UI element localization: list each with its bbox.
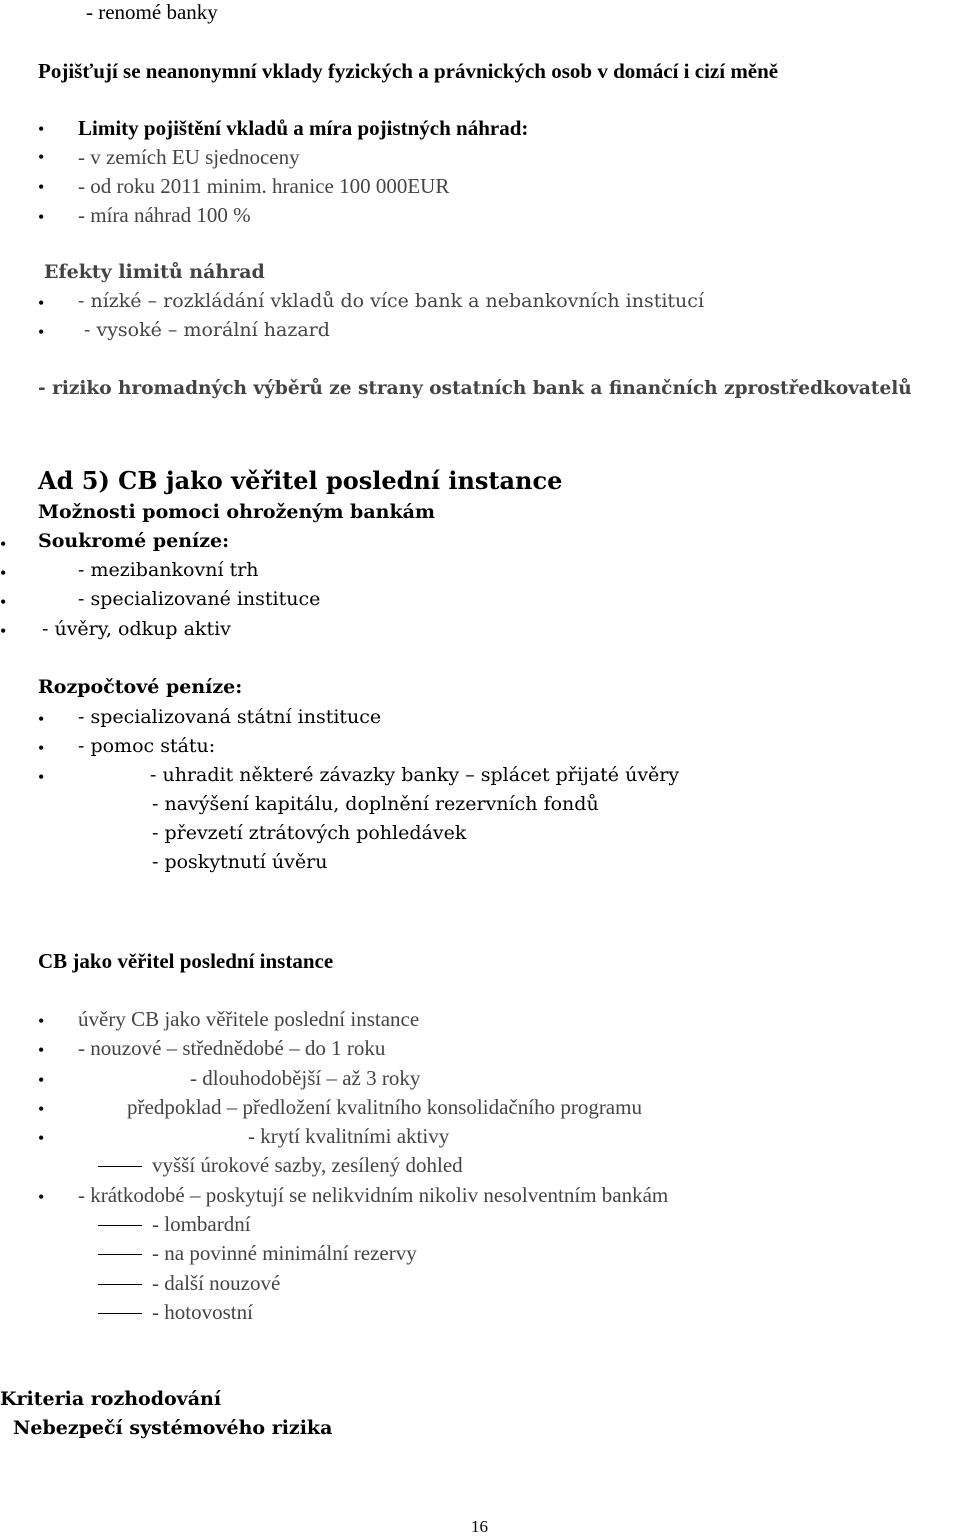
renome-banky-line: - renomé banky [86,0,218,24]
bullet-icon: • [38,738,45,758]
private-money-item: - specializované instituce [78,588,321,610]
limits-title: Limity pojištění vkladů a míra pojistných náhrad: [78,116,529,140]
dash-marker [98,1166,142,1167]
page-number: 16 [471,1517,488,1536]
state-help-item: - poskytnutí úvěru [152,851,328,873]
budget-money-item: - pomoc státu: [78,735,216,757]
state-help-item: - uhradit některé závazky banky – splácet přijaté úvěry [150,764,680,786]
bullet-icon: • [38,147,45,167]
bullet-icon: • [38,1099,45,1119]
long-term-loans-line: - dlouhodobější – až 3 roky [190,1066,421,1090]
bullet-icon: • [38,1011,45,1031]
effects-item: - vysoké – morální hazard [84,319,330,341]
dash-marker [98,1225,142,1226]
bullet-icon: • [38,119,45,139]
state-help-item: - převzetí ztrátových pohledávek [152,822,467,844]
private-money-item: - mezibankovní trh [78,559,259,581]
bullet-icon: • [38,177,45,197]
systemic-run-risk: - riziko hromadných výběrů ze strany ostatních bank a finančních zprostředkovatelů [38,378,912,399]
budget-money-item: - specializovaná státní instituce [78,706,382,728]
effects-title: Efekty limitů náhrad [44,261,265,283]
bullet-icon: • [38,322,45,342]
bullet-icon: • [0,592,7,612]
bullet-icon: • [38,767,45,787]
dash-marker [98,1284,142,1285]
bullet-icon: • [38,1040,45,1060]
state-help-item: - navýšení kapitálu, doplnění rezervních fondů [152,793,599,815]
dash-marker [98,1313,142,1314]
ad5-subtitle: Možnosti pomoci ohroženým bankám [38,501,436,523]
short-term-loans-line: - krátkodobé – poskytují se nelikvidním nikoliv nesolventním bankám [78,1183,669,1207]
limits-item: - od roku 2011 minim. hranice 100 000EUR [78,174,450,198]
bullet-icon: • [38,293,45,313]
private-money-item: - úvěry, odkup aktiv [42,618,231,640]
bullet-icon: • [0,534,7,554]
bullet-icon: • [38,1128,45,1148]
higher-rates-line: vyšší úrokové sazby, zesílený dohled [152,1153,463,1177]
dash-marker [98,1254,142,1255]
premise-line: předpoklad – předložení kvalitního konsolidačního programu [127,1095,642,1119]
ad5-title: Ad 5) CB jako věřitel poslední instance [38,466,563,495]
bullet-icon: • [38,207,45,227]
loan-type-item: - další nouzové [152,1271,281,1295]
bullet-icon: • [38,709,45,729]
bullet-icon: • [38,1070,45,1090]
bullet-icon: • [38,1187,45,1207]
emergency-loans-line: - nouzové – střednědobé – do 1 roku [78,1036,386,1060]
loan-type-item: - hotovostní [152,1300,253,1324]
limits-item: - míra náhrad 100 % [78,203,251,227]
loan-type-item: - na povinné minimální rezervy [152,1241,417,1265]
budget-money-title: Rozpočtové peníze: [38,676,243,698]
effects-item: - nízké – rozkládání vkladů do více bank a nebankovních institucí [78,290,705,312]
cb-lender-title: CB jako věřitel poslední instance [38,949,334,973]
private-money-title: Soukromé peníze: [38,530,230,552]
bullet-icon: • [0,621,7,641]
insured-deposits-heading: Pojišťují se neanonymní vklady fyzických a právnických osob v domácí i cizí měně [38,59,779,83]
coverage-line: - krytí kvalitními aktivy [248,1124,450,1148]
limits-item: - v zemích EU sjednoceny [78,145,300,169]
bullet-icon: • [0,563,7,583]
criteria-title: Kriteria rozhodování [0,1388,222,1410]
loan-type-item: - lombardní [152,1212,251,1236]
systemic-risk-subtitle: Nebezpečí systémového rizika [13,1417,333,1439]
cb-loans-line: úvěry CB jako věřitele poslední instance [78,1007,420,1031]
